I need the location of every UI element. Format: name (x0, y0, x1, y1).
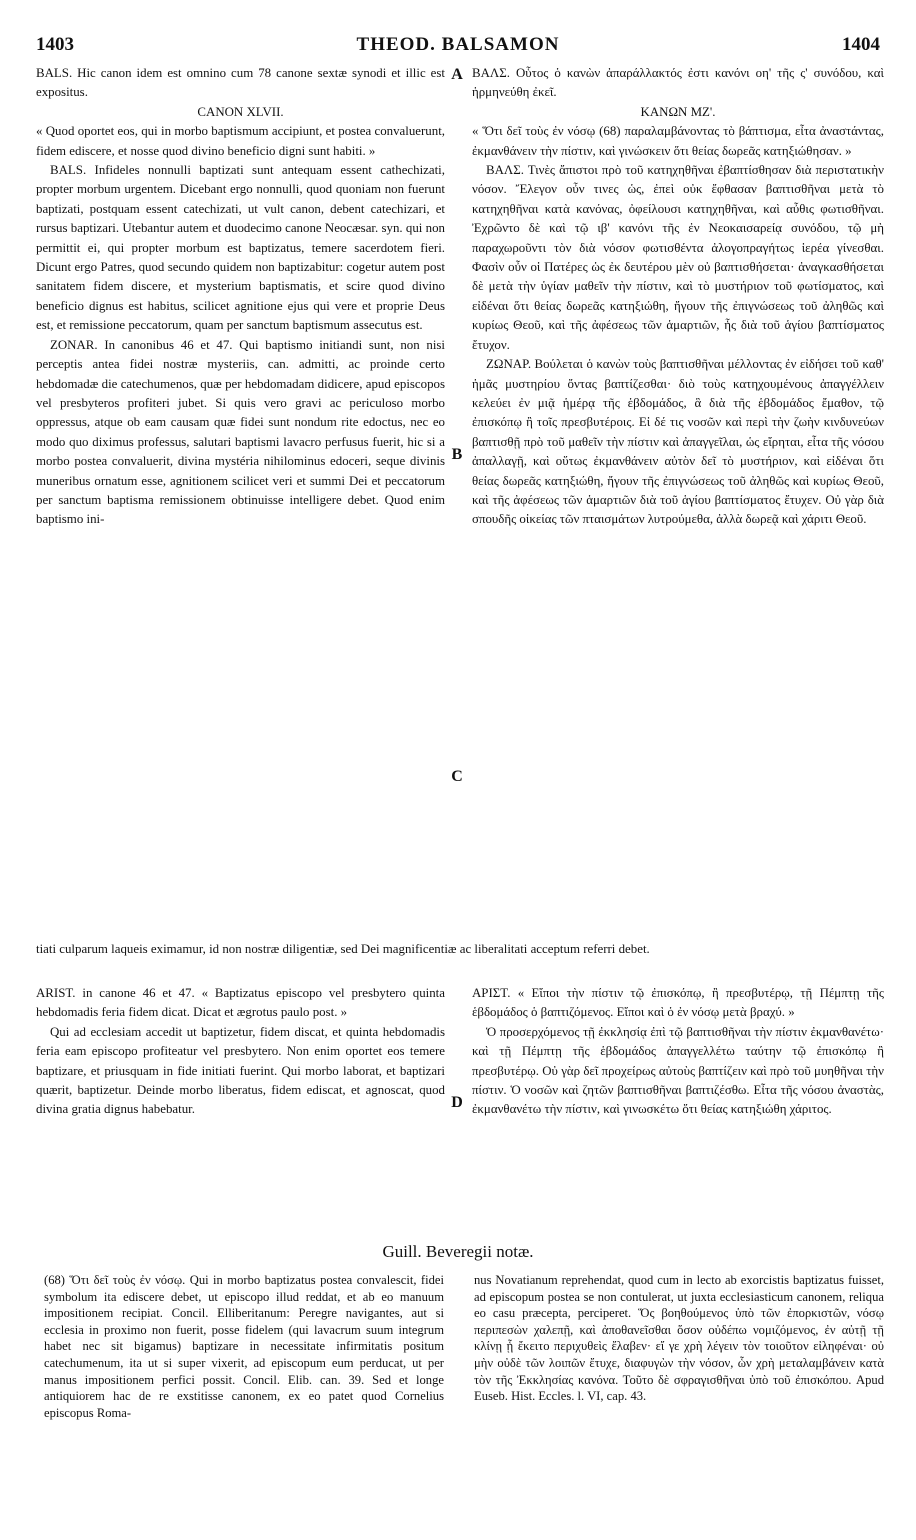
paragraph-canon-text-latin: « Quod oportet eos, qui in morbo baptismum accipiunt, et postea convaluerunt, fidem ediscere, et nosse quod divino beneficio digni sunt habiti. » (36, 124, 445, 158)
notes-title: Guill. Beveregii notæ. (382, 1242, 534, 1261)
paragraph-bals-commentary-greek: ΒΑΛΣ. Τινὲς ἄπιστοι πρὸ τοῦ κατηχηθῆναι ἐβαπτίσθησαν διὰ περιστατικὴν νόσον. Ἔλεγον οὖν τινες ὡς, ἐπεὶ οὐκ ἔφθασαν βαπτισθῆναι μετὰ τὸ κατηχηθῆναι κατὰ κανόνας, ὀφείλουσι κατηχηθῆναι, καὶ αὖθις φωτισθῆναι. Ἐχρῶντο δὲ καὶ τῷ ιβ' κανόνι τῆς ἐν Νεοκαισαρείᾳ συνόδου, τῷ μὴ παραχωροῦντι τὸν διὰ νόσον φωτισθέντα ἀλογοπραγήτως ἱερέα γίνεσθαι. Φασὶν οὖν οἱ Πατέρες ὡς ἐκ δευτέρου μὲν οὐ βαπτισθήσεται· ἀναγκασθήσεται δὲ μετὰ τὴν ὑγίαν μαθεῖν τὴν πίστιν, καὶ τὸ μυστήριον τοῦ φωτίσματος, καὶ εἰδέναι ὅτι θείας δωρεᾶς κατηξιώθη, ἤγουν τῆς ἐπιγνώσεως τοῦ ἀληθῶς καὶ κυρίως Θεοῦ, καὶ τῆς ἀφέσεως τῶν ἁμαρτιῶν, ἧς διὰ τοῦ ἁγίου βαπτίσματος ἔτυχον. (472, 163, 884, 352)
running-head (36, 34, 880, 60)
paragraph-zonar-commentary-latin: ZONAR. In canonibus 46 et 47. Qui baptismo initiandi sunt, non nisi perceptis antea fidei nostræ mysteriis, can. admitti, ac proinde certo hebdomadæ die catechumenos, quæ per hebdomadam didicere, apud episcopos vel presbyteros profiteri jubet. Si quis vero gravi ac periculoso morbo oppressus, atque ob eam causam quæ fidei sunt nondum rite edoctus, nec eo modo quo diximus professus, salutari baptismi lavacro perfusus fuerit, hic si a morbo postea convaluerit, divina mystéria nihilominus edoceri, seque divinis muneribus ornatum esse, agnitionem scilicet veri et summi Dei et peccatorum per sanctum baptisma remissionem obtinuisse intelligere debet. Quod enim baptismo ini- (36, 337, 445, 527)
paragraph-arist-commentary-greek: Ὁ προσερχόμενος τῇ ἐκκλησίᾳ ἐπὶ τῷ βαπτισθῆναι τὴν πίστιν ἐκμανθανέτω· καὶ τῇ Πέμπτῃ τῆς ἑβδομάδος ἀπαγγελλέτω ταύτην τῷ ἐπισκόπῳ ἢ πρεσβυτέρῳ. Οὐ γὰρ δεῖ προχείρως αὐτοὺς βαπτίζειν καὶ πρὸ τοῦ μυηθῆναι τὴν πίστιν. Ὁ νοσῶν καὶ ζητῶν βαπτισθῆναι βαπτιζέσθω. Εἶτα τῆς νόσου ἀναστὰς, ἐκμανθανέτω τὴν πίστιν, καὶ γινωσκέτω ὅτι θείας κατηξιώθη χάριτος. (472, 1024, 884, 1117)
canon-heading-latin: CANON XLVII. (197, 104, 284, 119)
margin-marker-d: D (451, 1094, 463, 1111)
paragraph-arist-canon-greek: ΑΡΙΣΤ. « Εἴποι τὴν πίστιν τῷ ἐπισκόπῳ, ἢ πρεσβυτέρῳ, τῇ Πέμπτῃ τῆς ἑβδομάδος ὁ βαπτιζόμενος. Εἴποι καὶ ὁ ἐν νόσῳ μετὰ βραχύ. » (472, 986, 884, 1020)
latin-arist-column (36, 984, 445, 1120)
note-68-part2: nus Novatianum reprehendat, quod cum in lecto ab exorcistis baptizatus fuisset, ad episcopum postea se non contulerat, ut juxta ecclesiasticum canonem, reliqua eo casu præcepta, perciperet. Ὅς βοηθούμενος ὑπὸ τῶν ἐπορκιστῶν, νόσῳ περιπεσὼν χαλεπῇ, καὶ ἀποθανεῖσθαι ὅσον οὐδέπω νομιζόμενος, ἐν αὐτῇ τῇ κλίνῃ ᾗ ἔκειτο περιχυθεὶς ἔλαβεν· εἴ γε χρὴ λέγειν τὸν τοιοῦτον εἰληφέναι· οὐ μὴν οὐδὲ τῶν λοιπῶν ἔτυχε, διαφυγὼν τὴν νόσον, ὧν χρὴ μεταλαμβάνειν κατὰ τὸν τῆς Ἐκκλησίας κανόνα. Τοῦτο δὲ σφραγισθῆναι ὑπὸ τοῦ ἐπισκόπου. Apud Euseb. Hist. Eccles. l. VI, cap. 43. (474, 1273, 884, 1404)
greek-arist-column (472, 984, 884, 1120)
margin-marker-a: A (451, 66, 463, 83)
canon-heading-greek: ΚΑΝΩΝ ΜΖ'. (640, 104, 716, 119)
paragraph-canon-text-greek: « Ὅτι δεῖ τοὺς ἐν νόσῳ (68) παραλαμβάνοντας τὸ βάπτισμα, εἶτα ἀναστάντας, ἐκμανθάνειν τὴν πίστιν, καὶ γινώσκειν ὅτι θείας δωρεᾶς κατηξιώθησαν. » (472, 124, 884, 158)
note-68-part1: (68) Ὅτι δεῖ τοὺς ἐν νόσῳ. Qui in morbo baptizatus postea convalescit, fidei symbolum ita ediscere debet, ut episcopo illud reddat, et ab eo manuum impositionem recipiat. Concil. Elliberitanum: Peregre navigantes, aut si ecclesia in proximo non fuerit, posse fidelem (qui lavacrum suum integrum habet nec sit bigamus) baptizare in necessitate infirmitatis positum catechumenum, ita ut si super vixerit, ad episcopum eum perducat, ut per manus impositionem perfici possit. Concil. Elib. can. 39. Sed et longe antiquiorem hac de re exstitisse canonem, ex eo patet quod Cornelius episcopus Roma- (44, 1273, 444, 1420)
page-number-right: 1404 (842, 34, 880, 55)
paragraph-arist-canon-latin: ARIST. in canone 46 et 47. « Baptizatus episcopo vel presbytero quinta hebdomadis feria fidem dicat. Dicat et ægrotus paulo post. » (36, 986, 445, 1020)
full-width-line: tiati culparum laqueis eximamur, id non nostræ diligentiæ, sed Dei magnificentiæ ac liberalitati acceptum referri debet. (36, 942, 650, 956)
greek-column (472, 64, 884, 530)
paragraph-arist-commentary-latin: Qui ad ecclesiam accedit ut baptizetur, fidem discat, et quinta hebdomadis feria eam episcopo profiteatur vel presbytero. Non enim oportet eos temere baptizare, et priusquam in fide initiati fuerint. Qui morbo laborat, et baptizari quærit, baptizetur. Deinde morbo liberatus, fidem ediscat, et agnoscat, quod divina gratia dignus habebatur. (36, 1024, 445, 1117)
latin-column (36, 64, 445, 530)
paragraph-bals-intro-latin: BALS. Hic canon idem est omnino cum 78 canone sextæ synodi et illic est expositus. (36, 66, 445, 100)
paragraph-bals-commentary-latin: BALS. Infideles nonnulli baptizati sunt antequam essent cathechizati, propter morbum urgentem. Dicebant ergo nonnulli, quod quoniam non fuerunt baptizati, postquam essent catechizati, ut vult canon, debent catechizari, et rursus baptizari. Utebantur autem et duodecimo canone Neocæsar. syn. qui non permittit ei, qui propter morbum est baptizatus, temere sacerdotem fieri. Dicunt ergo Patres, quod secundo quidem non baptizabitur: cogetur autem post sanitatem fidem discere, et mysterium baptismatis, et scire quod divino beneficio dignus est habitus, scilicet agnitione ejus qui vere et proprie Deus est, et remissione peccatorum, quam per sanctum baptismum assecutus est. (36, 163, 445, 333)
margin-marker-b: B (451, 446, 463, 463)
margin-marker-c: C (451, 768, 463, 785)
notes-column-left (44, 1272, 444, 1421)
page-number-left: 1403 (36, 34, 74, 55)
paragraph-zonar-commentary-greek: ΖΩΝΑΡ. Βούλεται ὁ κανὼν τοὺς βαπτισθῆναι μέλλοντας ἐν εἰδήσει τοῦ καθ' ἡμᾶς μυστηρίου ὄντας βαπτίζεσθαι· διὸ τοὺς κατηχουμένους ἀπαγγέλλειν κελεύει ἐν μιᾷ ἡμέρᾳ τῆς ἑβδομάδος, ἃ διὰ τῆς ἑβδομάδος ἔμαθον, τῷ ἐπισκόπῳ ἢ τοῖς πρεσβυτέροις. Εἰ δέ τις νοσῶν καὶ περὶ τὴν ζωὴν κινδυνεύων βαπτισθῇ πρὸ τοῦ μαθεῖν τὴν πίστιν καὶ ἀπαγγεῖλαι, ὡς εἴρηται, εἶτα τῆς νόσου ἀπαλλαγῇ, καὶ οὕτως ἐκμανθάνειν αὐτὸν δεῖ τὸ μυστήριον, καὶ εἰδέναι ὅτι θείας δωρεᾶς κατηξιώθη, ἤγουν τῆς ἐπιγνώσεως τοῦ ἀληθῶς καὶ κυρίως Θεοῦ, καὶ τῆς ἀφέσεως τῶν ἁμαρτιῶν διὰ τοῦ ἁγίου βαπτίσματος ἔτυχεν. Οὐ γὰρ διὰ σπουδῆς οἰκείας τῶν πταισμάτων λυτρούμεθα, ἀλλὰ δωρεᾷ καὶ χάριτι Θεοῦ. (472, 357, 884, 527)
paragraph-bals-intro-greek: ΒΑΛΣ. Οὗτος ὁ κανὼν ἀπαράλλακτός ἐστι κανόνι οη' τῆς ς' συνόδου, καὶ ἡρμηνεύθη ἐκεῖ. (472, 66, 884, 100)
notes-column-right (474, 1272, 884, 1405)
running-title: THEOD. BALSAMON (356, 34, 560, 55)
